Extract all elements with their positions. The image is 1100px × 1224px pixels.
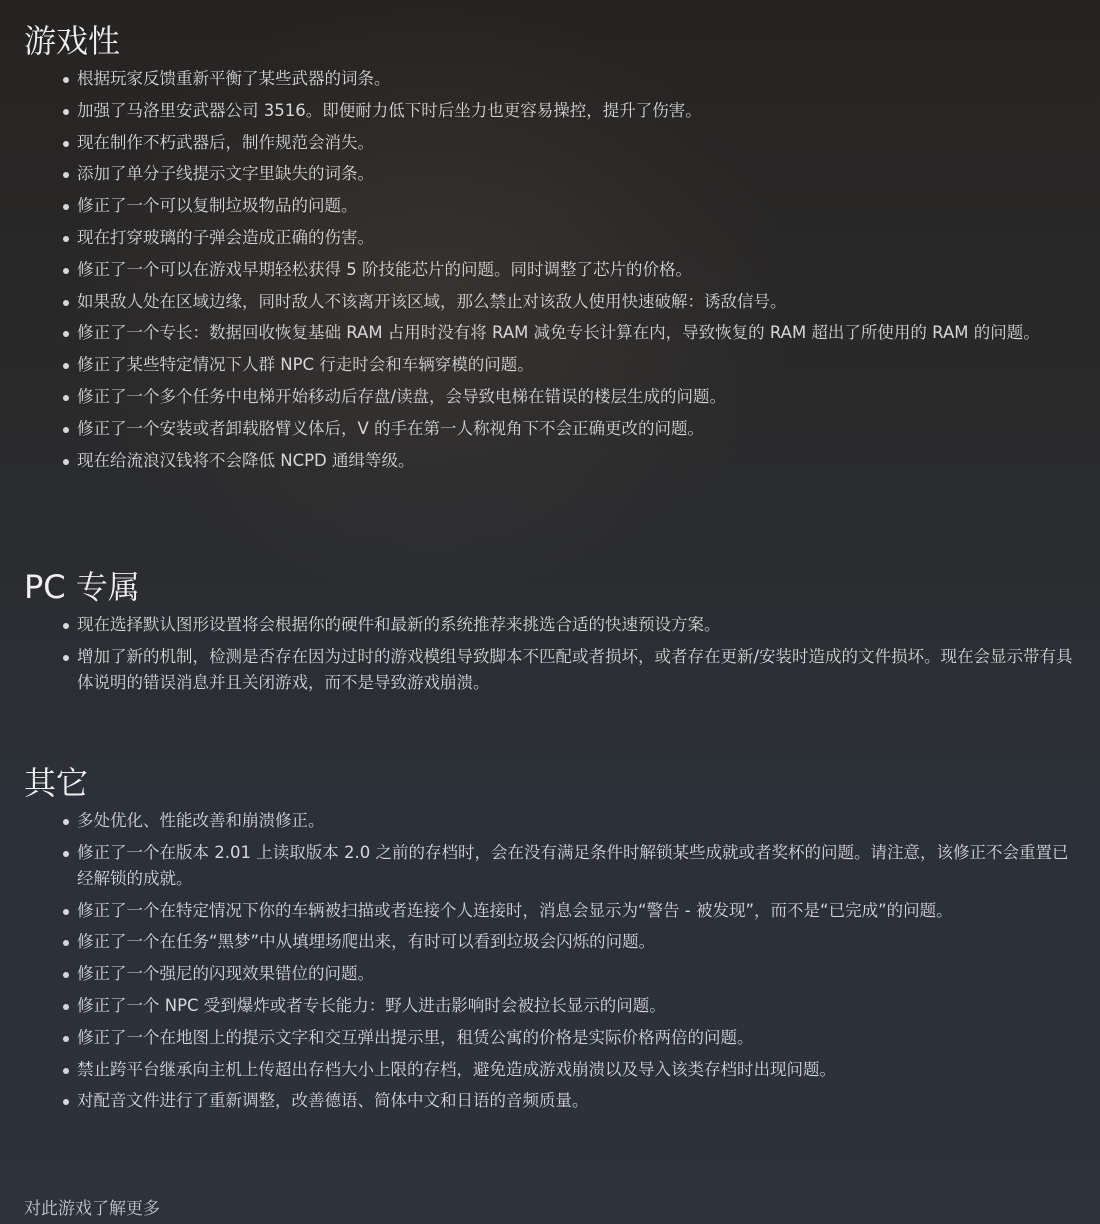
section-title: 其它 [24,764,89,802]
list-item: 修正了一个在任务“黑梦”中从填埋场爬出来，有时可以看到垃圾会闪烁的问题。 [24,929,1074,955]
section-other [24,764,1074,1120]
list-item: 如果敌人处在区域边缘，同时敌人不该离开该区域，那么禁止对该敌人使用快速破解：诱敌信号。 [24,289,1074,315]
list-item: 修正了某些特定情况下人群 NPC 行走时会和车辆穿模的问题。 [24,352,1074,378]
list-item: 修正了一个多个任务中电梯开始移动后存盘/读盘，会导致电梯在错误的楼层生成的问题。 [24,384,1074,410]
list-item: 修正了一个 NPC 受到爆炸或者专长能力：野人进击影响时会被拉长显示的问题。 [24,993,1074,1019]
list-item: 修正了一个强尼的闪现效果错位的问题。 [24,961,1074,987]
list-item: 修正了一个在版本 2.01 上读取版本 2.0 之前的存档时，会在没有满足条件时解锁某些成就或者奖杯的问题。请注意，该修正不会重置已经解锁的成就。 [24,840,1074,892]
list-item: 加强了马洛里安武器公司 3516。即便耐力低下时后坐力也更容易操控，提升了伤害。 [24,98,1074,124]
list-item: 增加了新的机制，检测是否存在因为过时的游戏模组导致脚本不匹配或者损坏，或者存在更新/安装时造成的文件损坏。现在会显示带有具体说明的错误消息并且关闭游戏，而不是导致游戏崩溃。 [24,644,1074,696]
list-item: 现在给流浪汉钱将不会降低 NCPD 通缉等级。 [24,448,1074,474]
section-pc-exclusive [24,568,1074,702]
change-list [24,612,1074,696]
change-list [24,808,1074,1114]
list-item: 现在打穿玻璃的子弹会造成正确的伤害。 [24,225,1074,251]
list-item: 现在制作不朽武器后，制作规范会消失。 [24,130,1074,156]
list-item: 修正了一个安装或者卸载胳臂义体后，V 的手在第一人称视角下不会正确更改的问题。 [24,416,1074,442]
list-item: 现在选择默认图形设置将会根据你的硬件和最新的系统推荐来挑选合适的快速预设方案。 [24,612,1074,638]
section-gameplay [24,22,1074,479]
list-item: 修正了一个可以复制垃圾物品的问题。 [24,193,1074,219]
section-title: 游戏性 [24,22,121,60]
change-list [24,66,1074,474]
list-item: 修正了一个在特定情况下你的车辆被扫描或者连接个人连接时，消息会显示为“警告 - 被发现”，而不是“已完成”的问题。 [24,898,1074,924]
list-item: 多处优化、性能改善和崩溃修正。 [24,808,1074,834]
list-item: 修正了一个可以在游戏早期轻松获得 5 阶技能芯片的问题。同时调整了芯片的价格。 [24,257,1074,283]
list-item: 修正了一个专长：数据回收恢复基础 RAM 占用时没有将 RAM 减免专长计算在内，导致恢复的 RAM 超出了所使用的 RAM 的问题。 [24,320,1074,346]
list-item: 对配音文件进行了重新调整，改善德语、简体中文和日语的音频质量。 [24,1088,1074,1114]
list-item: 禁止跨平台继承向主机上传超出存档大小上限的存档，避免造成游戏崩溃以及导入该类存档时出现问题。 [24,1057,1074,1083]
list-item: 添加了单分子线提示文字里缺失的词条。 [24,161,1074,187]
list-item: 根据玩家反馈重新平衡了某些武器的词条。 [24,66,1074,92]
section-title: PC 专属 [24,568,140,606]
list-item: 修正了一个在地图上的提示文字和交互弹出提示里，租赁公寓的价格是实际价格两倍的问题。 [24,1025,1074,1051]
learn-more-link[interactable]: 对此游戏了解更多 [24,1199,160,1219]
